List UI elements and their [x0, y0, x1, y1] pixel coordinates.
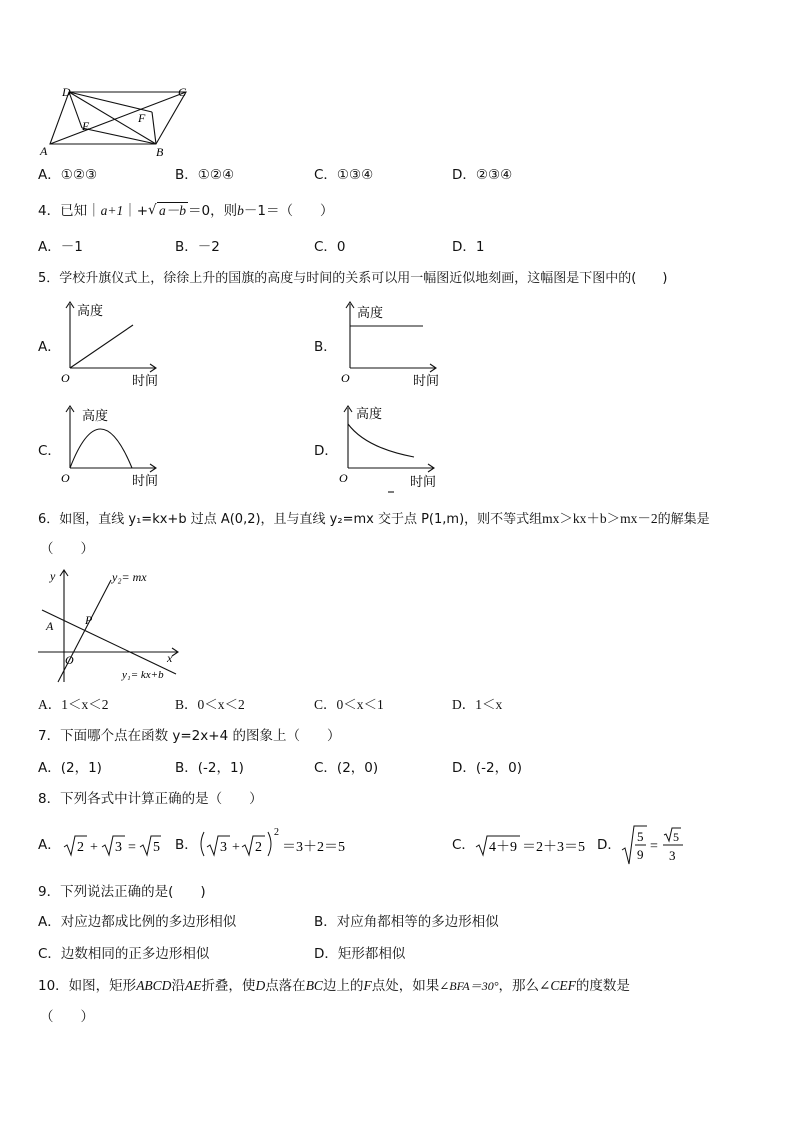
q4-sqrt: √ a－b	[148, 202, 187, 218]
q8-stem: 8．下列各式中计算正确的是（ ）	[38, 791, 263, 807]
svg-text:高度: 高度	[356, 406, 383, 421]
q7-option-d: D．(-2，0)	[452, 760, 522, 776]
svg-text:+: +	[90, 840, 98, 855]
q8-option-b: B．	[175, 837, 198, 853]
svg-text:A: A	[46, 619, 54, 633]
q8-option-a-math	[62, 830, 162, 860]
q6-option-b: B．0＜x＜2	[175, 697, 245, 712]
q9-option-d: D．矩形都相似	[314, 946, 406, 962]
svg-text:＝2＋3＝5: ＝2＋3＝5	[522, 840, 585, 855]
q3-option-b: B．①②④	[175, 167, 235, 183]
svg-text:=: =	[128, 840, 136, 855]
svg-text:时间: 时间	[410, 474, 437, 489]
q8-option-b-math	[198, 824, 358, 860]
svg-text:5: 5	[673, 830, 679, 844]
q3-label-a: A	[40, 144, 48, 158]
q3-option-d: D．②③④	[452, 167, 513, 183]
q5-graph-b	[338, 298, 448, 390]
q5-graph-a	[58, 298, 168, 390]
q7-option-c: C．(2，0)	[314, 760, 379, 776]
svg-text:P: P	[85, 613, 93, 627]
svg-text:3: 3	[220, 840, 227, 855]
q3-label-b: B	[156, 145, 164, 158]
svg-text:=: =	[650, 839, 658, 854]
svg-text:时间: 时间	[413, 373, 440, 388]
q5-option-c: C．	[38, 443, 61, 459]
q9-stem: 9．下列说法正确的是( )	[38, 884, 206, 900]
svg-text:5: 5	[153, 840, 160, 855]
svg-text:y₂= mx: y₂= mx	[112, 570, 147, 584]
svg-text:O: O	[339, 471, 348, 485]
q6-paren: （ ）	[40, 541, 94, 557]
q10-paren: （ ）	[40, 1009, 94, 1025]
q3-figure	[38, 84, 198, 158]
svg-text:+: +	[232, 840, 240, 855]
q3-label-c: C	[178, 85, 187, 99]
svg-text:2: 2	[274, 827, 279, 838]
svg-text:＝3＋2＝5: ＝3＋2＝5	[282, 840, 345, 855]
q9-option-b: B．对应角都相等的多边形相似	[314, 914, 499, 930]
svg-text:5: 5	[637, 829, 644, 844]
q5-option-a: A．	[38, 339, 61, 355]
q8-option-c-math	[474, 830, 598, 860]
q8-option-d-math	[620, 822, 692, 868]
svg-text:高度: 高度	[82, 408, 109, 423]
svg-text:2: 2	[255, 840, 262, 855]
q6-option-a: A．1＜x＜2	[38, 697, 109, 712]
q6-option-d: D．1＜x	[452, 697, 503, 712]
q8-option-c: C．	[452, 837, 475, 853]
svg-text:高度: 高度	[357, 305, 384, 320]
svg-text:时间: 时间	[132, 473, 159, 488]
q6-stem: 6．如图，直线 y₁=kx+b 过点 A(0,2)，且与直线 y₂=mx 交于点 P(1,m)，则不等式组mx＞kx＋b＞mx－2的解集是	[38, 511, 710, 527]
svg-text:时间: 时间	[132, 373, 159, 388]
svg-text:高度: 高度	[77, 303, 104, 318]
svg-text:x: x	[167, 651, 173, 665]
svg-text:9: 9	[637, 847, 644, 862]
q5-option-d: D．	[314, 443, 338, 459]
q4-option-a: A．－1	[38, 239, 83, 255]
q3-option-a: A．①②③	[38, 167, 98, 183]
q3-label-e: E	[82, 119, 90, 133]
svg-text:O: O	[65, 653, 74, 667]
svg-text:2: 2	[77, 840, 84, 855]
svg-text:O: O	[61, 471, 70, 485]
q3-label-d: D	[62, 85, 71, 99]
q4-stem: 4．已知｜a+1｜+ √ a－b ＝0，则b－1＝（ ）	[38, 202, 334, 219]
q7-option-a: A．(2，1)	[38, 760, 102, 776]
q9-option-c: C．边数相同的正多边形相似	[38, 946, 210, 962]
svg-text:O: O	[341, 371, 350, 385]
svg-text:O: O	[61, 371, 70, 385]
q4-option-b: B．－2	[175, 239, 220, 255]
q9-option-a: A．对应边都成比例的多边形相似	[38, 914, 237, 930]
q3-label-f: F	[138, 111, 146, 125]
svg-text:3: 3	[115, 840, 122, 855]
q4-option-d: D．1	[452, 239, 485, 255]
q5-graph-c	[58, 402, 168, 492]
q6-figure	[36, 564, 186, 688]
q6-option-c: C．0＜x＜1	[314, 697, 384, 712]
svg-text:y₁= kx+b: y₁= kx+b	[122, 669, 164, 681]
svg-text:4＋9: 4＋9	[489, 840, 517, 855]
q8-option-d: D．	[597, 837, 621, 853]
svg-text:3: 3	[669, 848, 676, 863]
q7-option-b: B．(-2，1)	[175, 760, 244, 776]
svg-text:y: y	[50, 569, 56, 583]
q8-option-a: A．	[38, 837, 61, 853]
q5-stem: 5．学校升旗仪式上，徐徐上升的国旗的高度与时间的关系可以用一幅图近似地刻画，这幅图是下图中的( )	[38, 271, 668, 286]
q5-graph-d	[336, 402, 448, 494]
q7-stem: 7．下面哪个点在函数 y=2x+4 的图象上（ ）	[38, 728, 341, 744]
q3-option-c: C．①③④	[314, 167, 374, 183]
q10-stem: 10．如图，矩形ABCD沿AE折叠，使D点落在BC边上的F点处，如果∠BFA＝30°，那么∠CEF的度数是	[38, 978, 630, 994]
q4-option-c: C．0	[314, 239, 346, 255]
q5-option-b: B．	[314, 339, 337, 355]
